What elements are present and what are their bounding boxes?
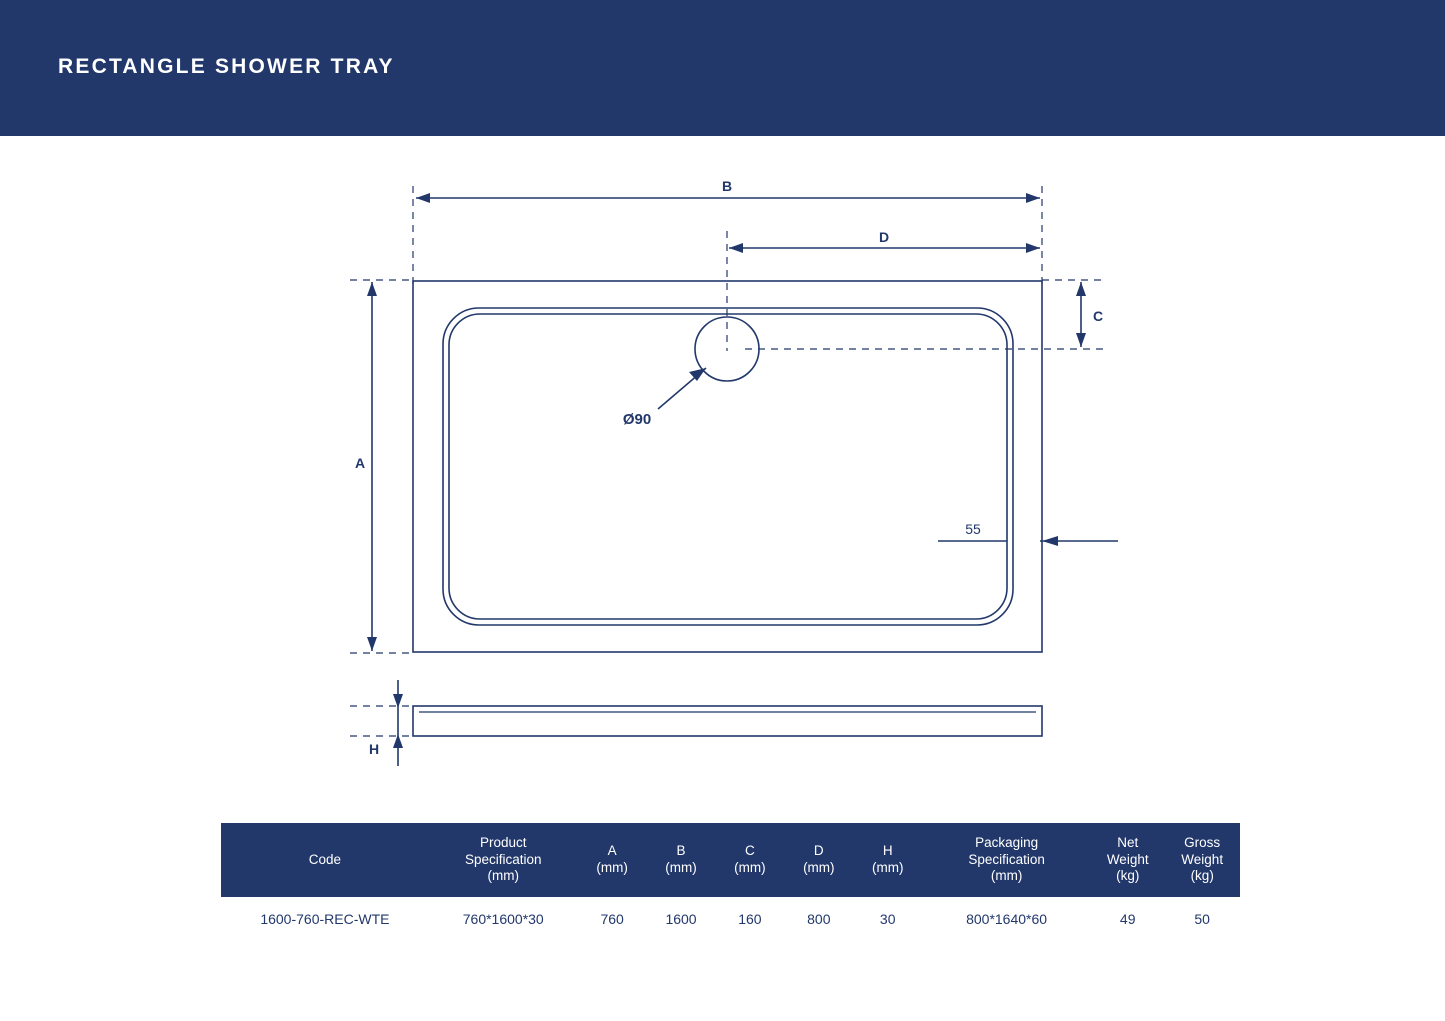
col-header-c (715, 823, 784, 897)
tray-basin-outer (443, 308, 1013, 625)
col-header-code (221, 823, 429, 897)
col-header-c-line1: C (745, 843, 755, 859)
technical-drawing (0, 136, 1445, 826)
table-header-row (221, 823, 1240, 897)
dimension-a (367, 282, 377, 651)
dimension-b (416, 193, 1040, 203)
col-header-pack-line1: Packaging (975, 834, 1039, 850)
col-header-b (647, 823, 716, 897)
col-header-packaging-specification (922, 823, 1091, 897)
col-header-h-line1: H (882, 843, 893, 859)
cell-b: 1600 (647, 897, 716, 941)
cell-packaging-specification: 800*1640*60 (922, 897, 1091, 941)
col-header-c-line2: (mm) (734, 860, 766, 875)
label-a: A (354, 455, 366, 471)
col-header-d-line2: (mm) (803, 860, 835, 875)
col-header-a (578, 823, 647, 897)
col-header-gross-weight (1164, 823, 1240, 897)
table-row (221, 897, 1240, 941)
col-header-gross-line3: (kg) (1190, 868, 1214, 884)
cell-product-specification: 760*1600*30 (429, 897, 578, 941)
col-header-product-specification (429, 823, 578, 897)
cell-net-weight: 49 (1091, 897, 1164, 941)
cell-h: 30 (853, 897, 922, 941)
label-d: D (878, 229, 890, 245)
cell-d: 800 (784, 897, 853, 941)
col-header-b-line2: (mm) (665, 860, 697, 875)
page-title: RECTANGLE SHOWER TRAY (58, 55, 395, 78)
extension-lines (350, 186, 1106, 736)
col-header-net-line1: Net (1117, 834, 1139, 850)
tray-side-elevation (413, 706, 1042, 736)
col-header-net-line2: Weight (1106, 851, 1149, 867)
col-header-h (853, 823, 922, 897)
label-drain-diameter: Ø90 (622, 411, 652, 428)
col-header-code-label: Code (308, 851, 342, 867)
specification-table (221, 823, 1240, 941)
col-header-spec-line1: Product (479, 834, 527, 850)
cell-code: 1600-760-REC-WTE (221, 897, 429, 941)
col-header-d (784, 823, 853, 897)
header-bar (0, 0, 1445, 136)
tray-basin-inner (449, 314, 1007, 619)
label-h: H (368, 741, 380, 757)
col-header-a-line2: (mm) (596, 860, 628, 875)
label-c: C (1092, 308, 1104, 324)
col-header-spec-line3: (mm) (487, 868, 519, 884)
cell-a: 760 (578, 897, 647, 941)
col-header-spec-line2: Specification (464, 851, 542, 867)
col-header-pack-line2: Specification (968, 851, 1045, 867)
col-header-a-line1: A (607, 843, 617, 859)
label-b: B (721, 178, 733, 194)
label-edge-55: 55 (965, 521, 981, 537)
cell-c: 160 (715, 897, 784, 941)
col-header-net-weight (1091, 823, 1164, 897)
cell-gross-weight: 50 (1164, 897, 1240, 941)
col-header-gross-line1: Gross (1184, 834, 1221, 850)
col-header-d-line1: D (813, 843, 824, 859)
col-header-b-line1: B (676, 843, 686, 859)
drain-leader (658, 368, 706, 409)
dimension-c (1076, 282, 1086, 347)
col-header-h-line2: (mm) (871, 860, 904, 875)
dimension-h (393, 680, 403, 766)
col-header-net-line3: (kg) (1116, 868, 1140, 884)
col-header-pack-line3: (mm) (990, 868, 1023, 884)
dimension-55 (938, 536, 1118, 546)
col-header-gross-line2: Weight (1181, 851, 1224, 867)
